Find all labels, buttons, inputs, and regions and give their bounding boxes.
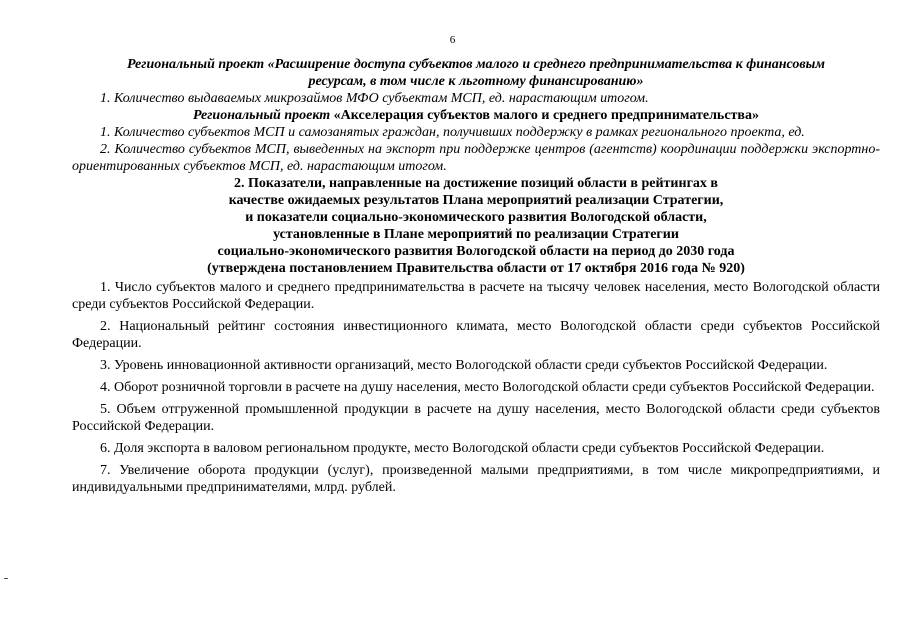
project1-item-1: 1. Количество выдаваемых микрозаймов МФО субъектам МСП, ед. нарастающим итогом. <box>100 91 649 106</box>
project2-item-1: 1. Количество субъектов МСП и самозанятых граждан, получивших поддержку в рамках регионального проекта, ед. <box>100 125 805 140</box>
project2-item-2: 2. Количество субъектов МСП, выведенных на экспорт при поддержке центров (агентств) координации поддержки экспортно-ориентированных субъектов МСП, ед. нарастающим итогом. <box>72 142 880 174</box>
section2-item: 4. Оборот розничной торговли в расчете на душу населения, место Вологодской области среди субъектов Российской Федерации. <box>100 380 875 395</box>
section2-title-line: (утверждена постановлением Правительства области от 17 октября 2016 года № 920) <box>207 261 745 276</box>
document-content <box>72 56 880 501</box>
section2-title <box>72 175 880 277</box>
page-number: 6 <box>449 34 456 46</box>
section2-title-line: и показатели социально-экономического развития Вологодской области, <box>245 210 707 225</box>
section2-title-line: 2. Показатели, направленные на достижение позиций области в рейтингах в <box>234 176 718 191</box>
project2-title-prefix: Региональный проект <box>193 108 331 123</box>
section2-title-line: социально-экономического развития Вологодской области на период до 2030 года <box>217 244 735 259</box>
section2-title-line: установленные в Плане мероприятий по реализации Стратегии <box>273 227 679 242</box>
section2-title-line: качестве ожидаемых результатов Плана мероприятий реализации Стратегии, <box>228 193 724 208</box>
section2-item: 5. Объем отгруженной промышленной продукции в расчете на душу населения, место Вологодской области среди субъектов Российской Федерации. <box>72 402 880 434</box>
project1-title-line2: ресурсам, в том числе к льготному финансированию» <box>308 74 644 89</box>
section2-item: 1. Число субъектов малого и среднего предпринимательства в расчете на тысячу человек населения, место Вологодской области среди субъектов Российской Федерации. <box>72 280 880 312</box>
project1-title <box>72 56 880 90</box>
section2-item: 2. Национальный рейтинг состояния инвестиционного климата, место Вологодской области среди субъектов Российской Федерации. <box>72 319 880 351</box>
margin-mark <box>4 578 8 579</box>
project2-title <box>72 107 880 124</box>
project1-title-line1: Региональный проект «Расширение доступа субъектов малого и среднего предпринимательства к финансовым <box>127 57 825 72</box>
section2-item: 3. Уровень инновационной активности организаций, место Вологодской области среди субъектов Российской Федерации. <box>100 358 828 373</box>
project2-title-name: «Акселерация субъектов малого и среднего предпринимательства» <box>333 108 759 123</box>
section2-list <box>72 279 880 496</box>
section2-item: 6. Доля экспорта в валовом региональном продукте, место Вологодской области среди субъектов Российской Федерации. <box>100 441 825 456</box>
section2-item: 7. Увеличение оборота продукции (услуг), произведенной малыми предприятиями, в том числе микропредприятиями, и индивидуальными предпринимателями, млрд. рублей. <box>72 463 880 495</box>
